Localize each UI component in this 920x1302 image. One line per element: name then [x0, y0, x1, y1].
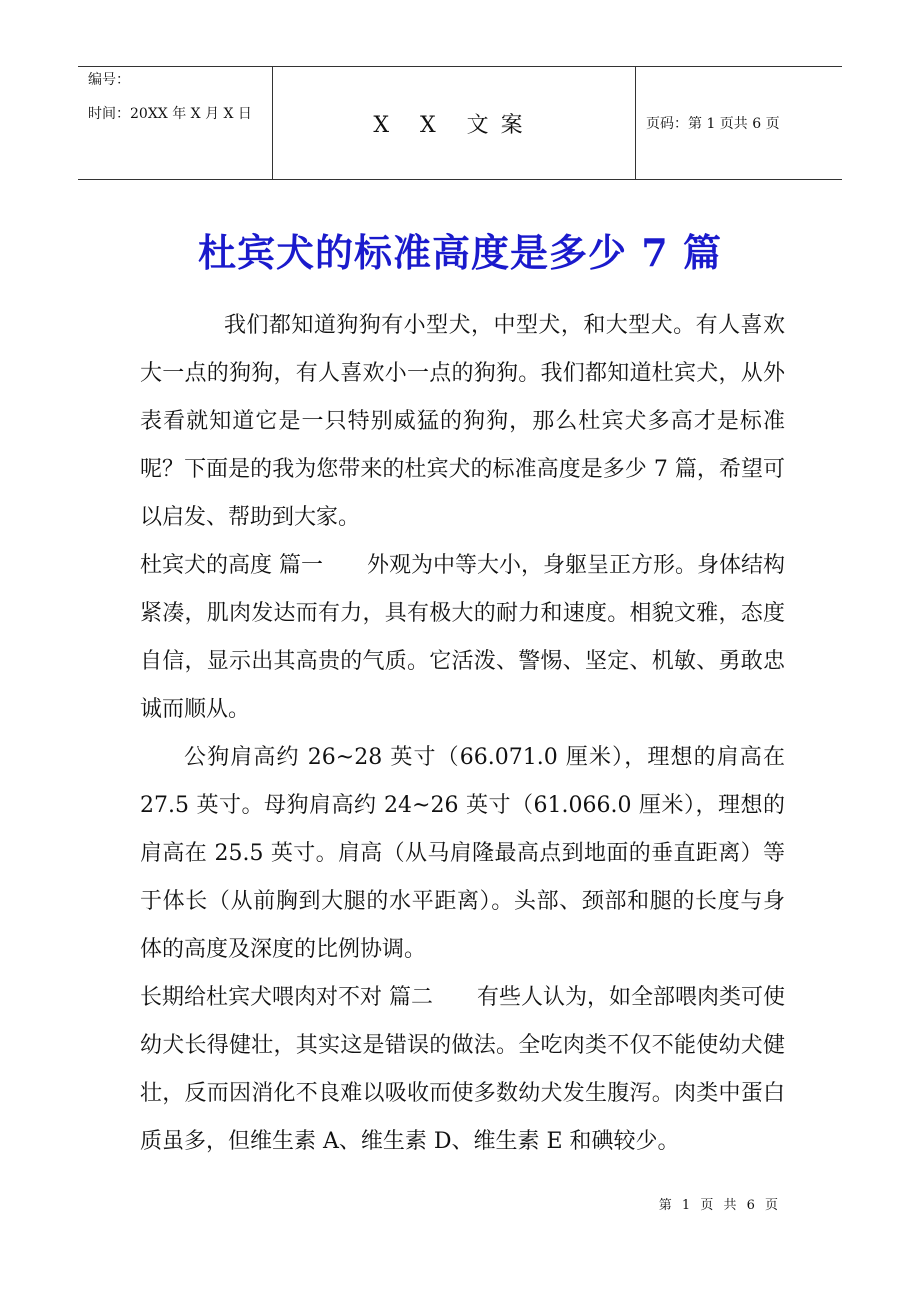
- header-page-label: 页码：第 1 页共 6 页: [646, 116, 780, 132]
- section-2-heading: 长期给杜宾犬喂肉对不对 篇二: [140, 985, 433, 1010]
- section-1-heading: 杜宾犬的高度 篇一: [140, 553, 323, 578]
- header-left-cell: [78, 67, 273, 179]
- section-2-text: 有些人认为，如全部喂肉类可使幼犬长得健壮，其实这是错误的做法。全吃肉类不仅不能使幼犬健壮，反而因消化不良难以吸收而使多数幼犬发生腹泻。肉类中蛋白质虽多，但维生素 A、维生素 D、维生素 E 和碘较少。: [140, 985, 786, 1154]
- section-1-paragraph-2: 公狗肩高约 26~28 英寸（66.071.0 厘米），理想的肩高在 27.5 英寸。母狗肩高约 24~26 英寸（61.066.0 厘米），理想的肩高在 25.5 英寸。肩高（从马肩隆最高点到地面的垂直距离）等于体长（从前胸到大腿的水平距离）。头部、颈部和腿的长度与身体的高度及深度的比例协调。: [140, 745, 785, 962]
- header-table: [78, 66, 842, 180]
- document-body: [140, 302, 785, 1166]
- header-time-label: 时间：20XX 年 X 月 X 日: [88, 106, 252, 122]
- section-1-paragraph: [140, 542, 785, 734]
- intro-paragraph: 我们都知道狗狗有小型犬，中型犬，和大型犬。有人喜欢大一点的狗狗，有人喜欢小一点的狗狗。我们都知道杜宾犬，从外表看就知道它是一只特别威猛的狗狗，那么杜宾犬多高才是标准呢？下面是的我为您带来的杜宾犬的标准高度是多少 7 篇，希望可以启发、帮助到大家。: [140, 313, 785, 530]
- header-code-label: 编号：: [88, 72, 130, 88]
- footer-page-number: 第 1 页 共 6 页: [658, 1198, 781, 1213]
- document-title: 杜宾犬的标准高度是多少 7 篇: [198, 230, 722, 275]
- section-2-paragraph: [140, 974, 785, 1166]
- section-1-text: 外观为中等大小，身躯呈正方形。身体结构紧凑，肌肉发达而有力，具有极大的耐力和速度。相貌文雅，态度自信，显示出其高贵的气质。它活泼、警惕、坚定、机敏、勇敢忠诚而顺从。: [140, 553, 786, 722]
- header-center-title: X X 文案: [273, 67, 636, 179]
